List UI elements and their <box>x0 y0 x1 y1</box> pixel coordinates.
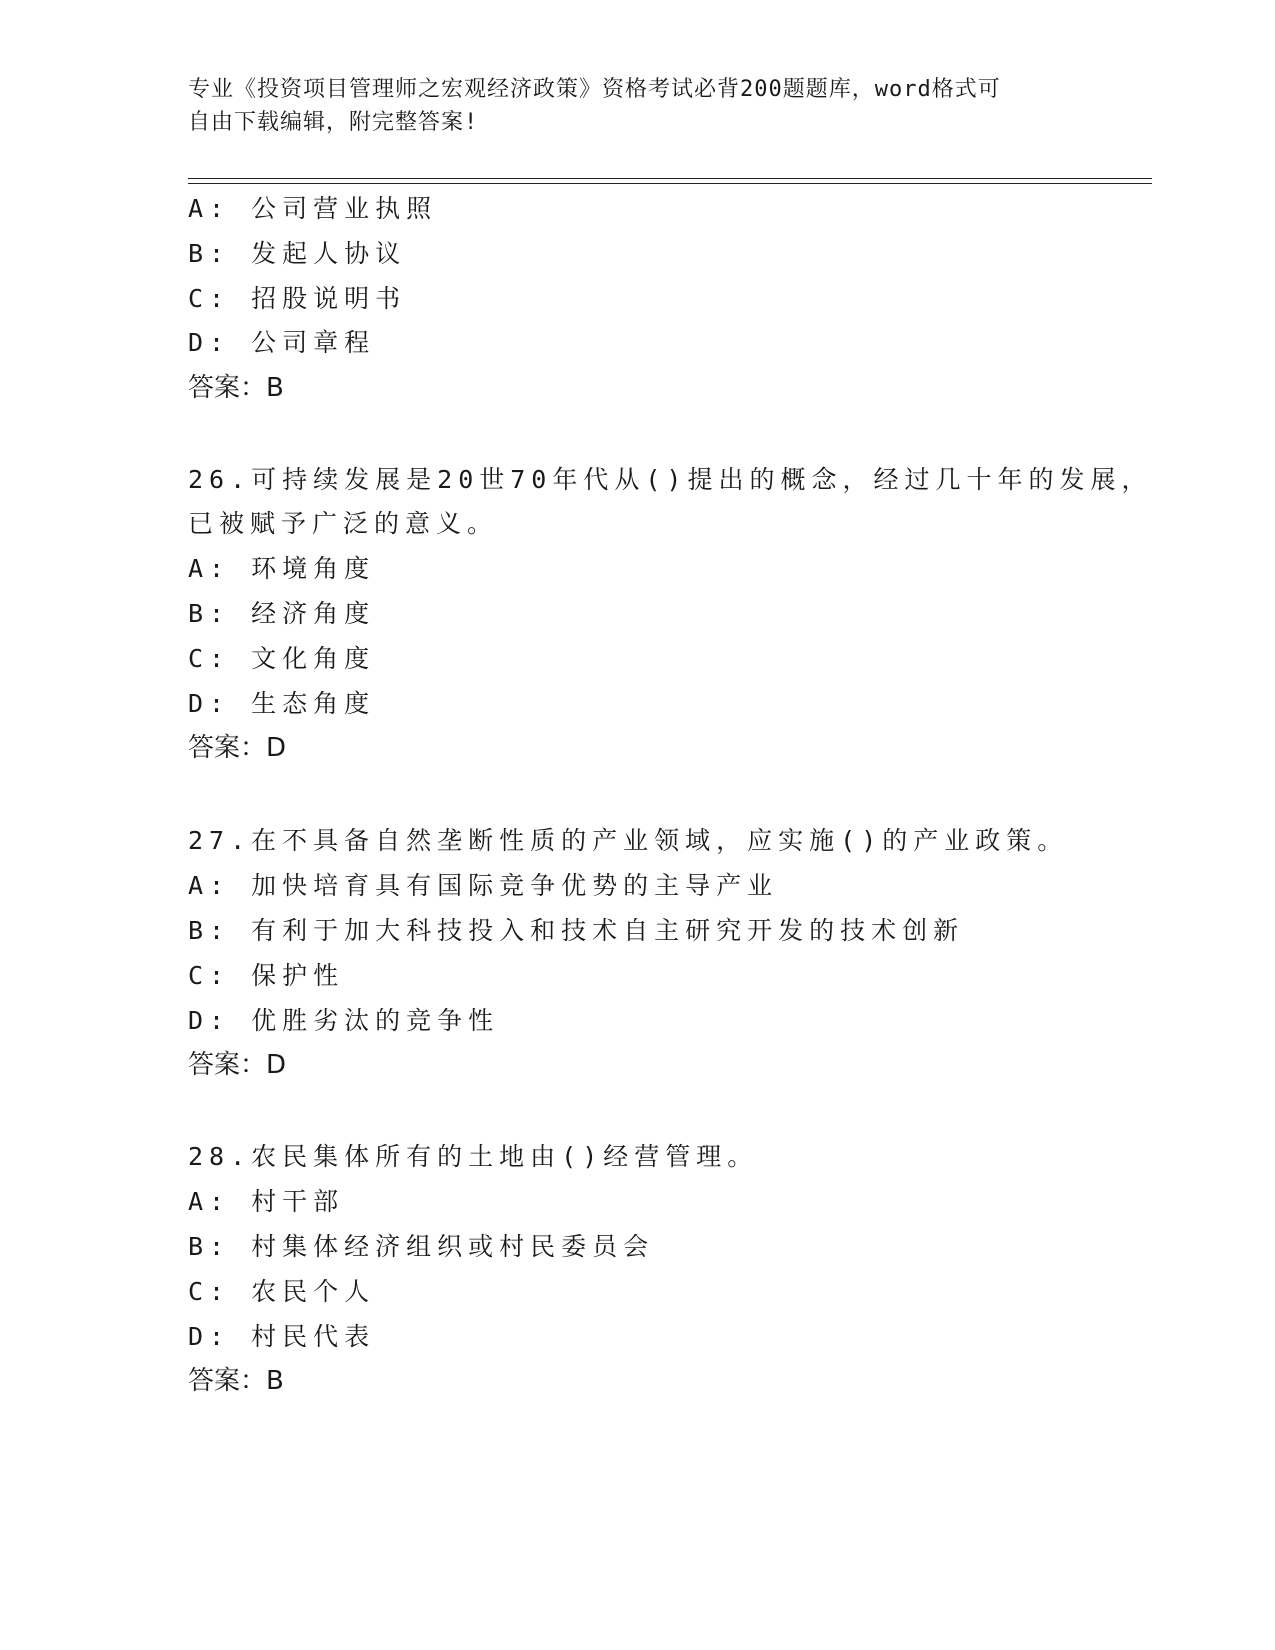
q28-stem: 28.农民集体所有的土地由()经营管理。 <box>188 1142 759 1171</box>
document-header <box>188 73 1068 139</box>
q25-answer: 答案：B <box>188 373 284 403</box>
q26-stem-line-2: 已被赋予广泛的意义。 <box>188 509 499 538</box>
q25-option-c: C: 招股说明书 <box>188 284 407 313</box>
q27-option-b: B: 有利于加大科技投入和技术自主研究开发的技术创新 <box>188 916 965 945</box>
q27-option-d: D: 优胜劣汰的竞争性 <box>188 1006 500 1035</box>
q25-option-d: D: 公司章程 <box>188 328 376 357</box>
q28-option-d: D: 村民代表 <box>188 1322 376 1351</box>
q27-option-c: C: 保护性 <box>188 961 345 990</box>
q27-stem: 27.在不具备自然垄断性质的产业领域，应实施()的产业政策。 <box>188 826 1069 855</box>
q27-answer: 答案：D <box>188 1050 287 1080</box>
q28-option-b: B: 村集体经济组织或村民委员会 <box>188 1232 655 1261</box>
q28-option-a: A: 村干部 <box>188 1187 345 1216</box>
header-title-line-2: 自由下载编辑，附完整答案! <box>188 110 479 135</box>
q25-option-b: B: 发起人协议 <box>188 239 407 268</box>
q26-option-d: D: 生态角度 <box>188 689 376 718</box>
q25-option-a: A: 公司营业执照 <box>188 194 438 223</box>
q26-answer: 答案：D <box>188 733 287 763</box>
header-divider-top <box>188 178 1152 179</box>
q26-option-a: A: 环境角度 <box>188 554 376 583</box>
q26-option-b: B: 经济角度 <box>188 599 376 628</box>
q26-option-c: C: 文化角度 <box>188 644 376 673</box>
q28-answer: 答案：B <box>188 1366 284 1396</box>
q28-option-c: C: 农民个人 <box>188 1277 376 1306</box>
q27-option-a: A: 加快培育具有国际竞争优势的主导产业 <box>188 871 779 900</box>
header-divider-bottom <box>188 183 1152 184</box>
header-title-line-1: 专业《投资项目管理师之宏观经济政策》资格考试必背200题题库，word格式可 <box>188 77 1001 102</box>
q26-stem-line-1: 26.可持续发展是20世70年代从()提出的概念，经过几十年的发展， <box>188 465 1153 494</box>
